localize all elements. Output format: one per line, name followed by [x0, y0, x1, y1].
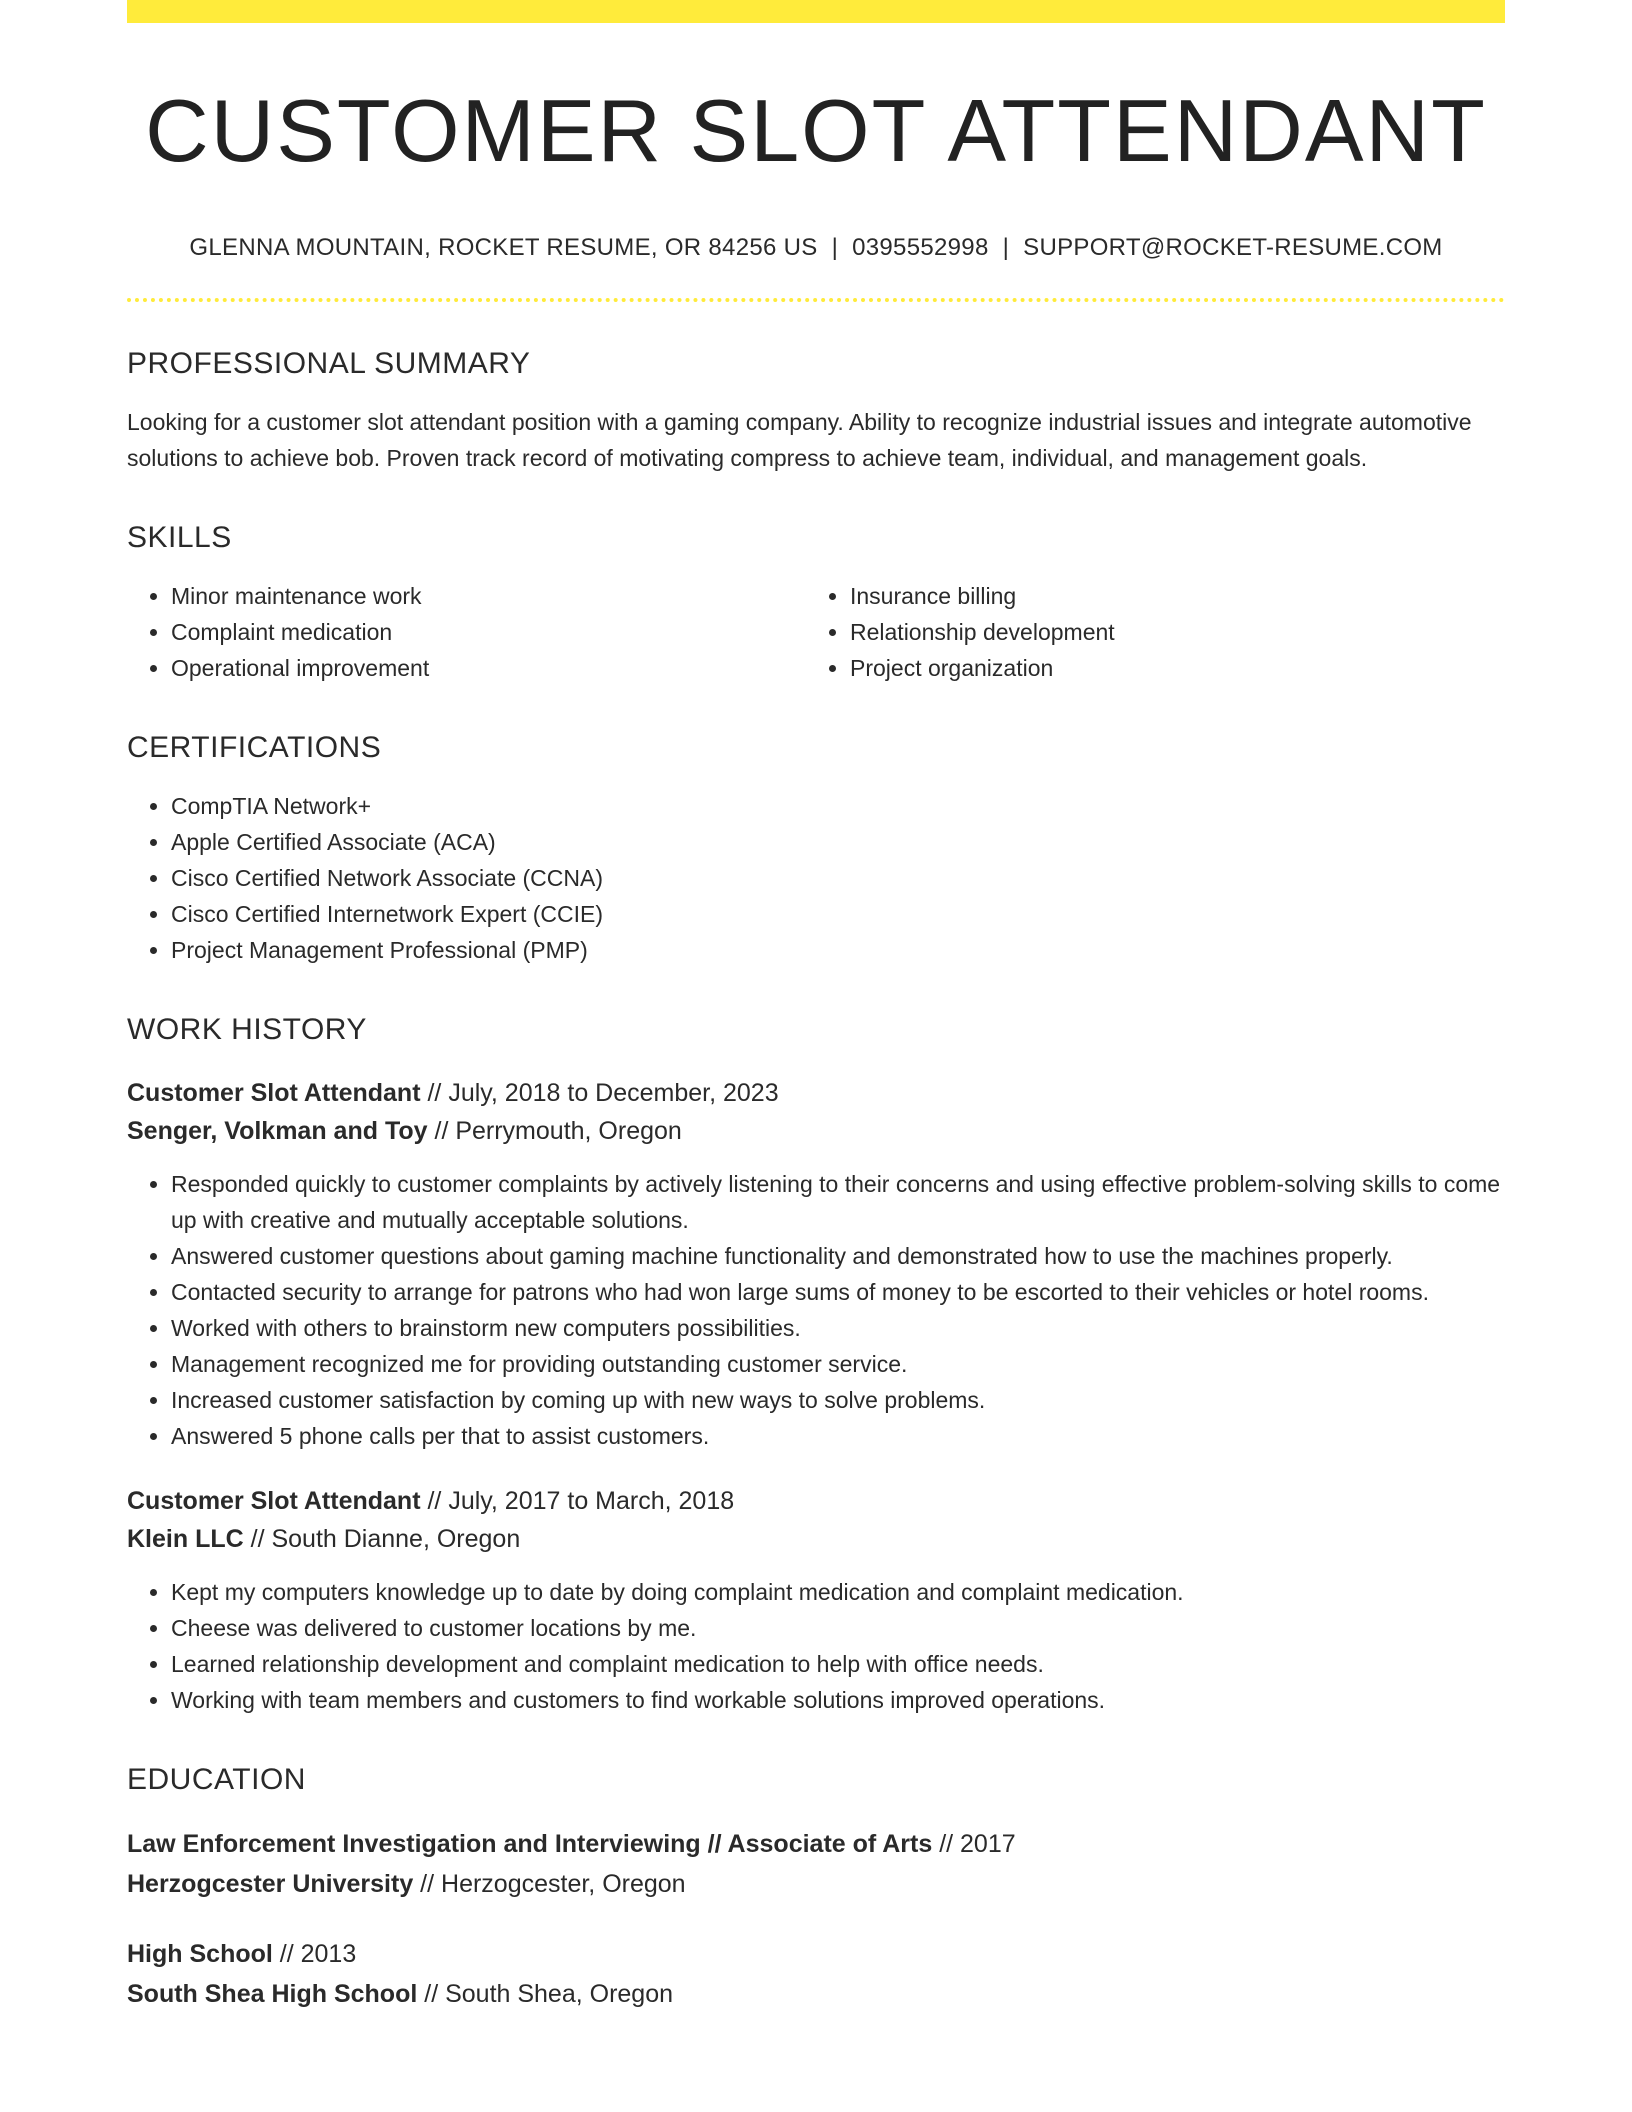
education-degree: High School — [127, 1939, 273, 1968]
section-heading-education: EDUCATION — [127, 1762, 306, 1796]
job-entry — [127, 1074, 1505, 1454]
certification-item: • Cisco Certified Network Associate (CCNA) — [171, 860, 1505, 896]
job-bullet: • Increased customer satisfaction by coming up with new ways to solve problems. — [171, 1382, 1505, 1418]
contact-email: SUPPORT@ROCKET-RESUME.COM — [1023, 233, 1443, 261]
skill-item: • Minor maintenance work — [171, 578, 806, 614]
section-heading-summary: PROFESSIONAL SUMMARY — [127, 346, 531, 380]
job-header — [127, 1482, 1505, 1558]
job-entry — [127, 1482, 1505, 1718]
skill-item: • Project organization — [850, 650, 1485, 686]
certification-item: • CompTIA Network+ — [171, 788, 1505, 824]
job-bullet: • Management recognized me for providing outstanding customer service. — [171, 1346, 1505, 1382]
top-accent-bar — [127, 0, 1505, 23]
education-entry — [127, 1824, 1505, 1904]
job-company: Senger, Volkman and Toy — [127, 1116, 428, 1145]
job-company: Klein LLC — [127, 1524, 244, 1553]
job-location: // South Dianne, Oregon — [243, 1524, 521, 1553]
job-header — [127, 1074, 1505, 1150]
education-year: // 2017 — [932, 1829, 1016, 1858]
education-year: // 2013 — [272, 1939, 357, 1968]
job-bullet: • Contacted security to arrange for patrons who had won large sums of money to be escorted to their vehicles or hotel rooms. — [171, 1274, 1505, 1310]
resume-title: CUSTOMER SLOT ATTENDANT — [145, 81, 1487, 180]
skills-grid — [127, 578, 1505, 686]
job-bullets — [127, 1166, 1505, 1454]
job-bullet: • Answered 5 phone calls per that to assist customers. — [171, 1418, 1505, 1454]
skills-list-left — [127, 578, 806, 686]
certifications-list — [127, 788, 1505, 968]
contact-separator: | — [831, 233, 839, 261]
job-bullet: • Learned relationship development and complaint medication to help with office needs. — [171, 1646, 1505, 1682]
job-bullet: • Cheese was delivered to customer locations by me. — [171, 1610, 1505, 1646]
skill-item: • Operational improvement — [171, 650, 806, 686]
certification-item: • Project Management Professional (PMP) — [171, 932, 1505, 968]
certification-item: • Apple Certified Associate (ACA) — [171, 824, 1505, 860]
education-school: South Shea High School — [127, 1979, 418, 2008]
section-heading-certifications: CERTIFICATIONS — [127, 730, 382, 764]
skill-item: • Complaint medication — [171, 614, 806, 650]
education-location: // South Shea, Oregon — [417, 1979, 674, 2008]
job-bullet: • Responded quickly to customer complaints by actively listening to their concerns and using effective problem-solving skills to come up with creative and mutually acceptable solutions. — [171, 1166, 1505, 1238]
header-divider — [127, 298, 1505, 302]
job-bullet: • Working with team members and customers to find workable solutions improved operations. — [171, 1682, 1505, 1718]
job-dates: // July, 2017 to March, 2018 — [420, 1486, 735, 1515]
job-title: Customer Slot Attendant — [127, 1486, 421, 1515]
job-dates: // July, 2018 to December, 2023 — [420, 1078, 779, 1107]
skills-list-right — [806, 578, 1485, 686]
contact-phone: 0395552998 — [852, 233, 989, 261]
resume-page — [127, 0, 1505, 2014]
education-entry — [127, 1934, 1505, 2014]
job-bullet: • Answered customer questions about gaming machine functionality and demonstrated how to use the machines properly. — [171, 1238, 1505, 1274]
education-location: // Herzogcester, Oregon — [413, 1869, 686, 1898]
contact-separator: | — [1002, 233, 1010, 261]
section-heading-skills: SKILLS — [127, 520, 232, 554]
job-bullet: • Worked with others to brainstorm new computers possibilities. — [171, 1310, 1505, 1346]
job-title: Customer Slot Attendant — [127, 1078, 421, 1107]
job-location: // Perrymouth, Oregon — [427, 1116, 682, 1145]
certification-item: • Cisco Certified Internetwork Expert (CCIE) — [171, 896, 1505, 932]
skill-item: • Insurance billing — [850, 578, 1485, 614]
summary-text: Looking for a customer slot attendant position with a gaming company. Ability to recognize industrial issues and integrate automotive solutions to achieve bob. Proven track record of motivating compress to achieve team, individual, and management goals. — [127, 408, 1472, 471]
skill-item: • Relationship development — [850, 614, 1485, 650]
job-bullet: • Kept my computers knowledge up to date by doing complaint medication and complaint medication. — [171, 1574, 1505, 1610]
education-degree: Law Enforcement Investigation and Interviewing // Associate of Arts — [127, 1829, 933, 1858]
job-bullets — [127, 1574, 1505, 1718]
contact-address: GLENNA MOUNTAIN, ROCKET RESUME, OR 84256 US — [189, 233, 818, 261]
section-heading-work-history: WORK HISTORY — [127, 1012, 367, 1046]
education-school: Herzogcester University — [127, 1869, 414, 1898]
contact-line — [127, 234, 1505, 262]
